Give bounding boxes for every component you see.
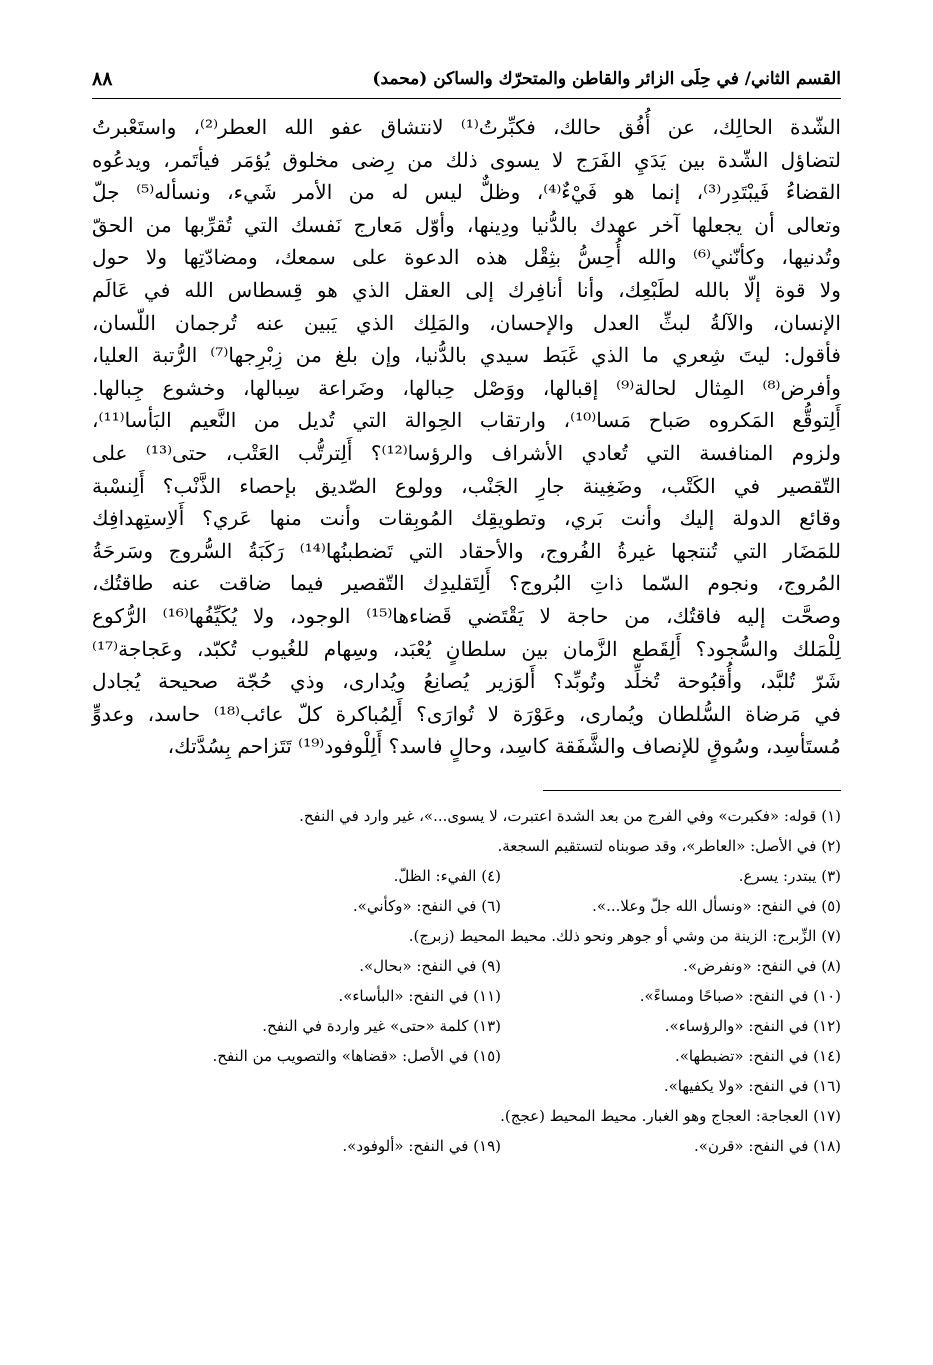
footnote-row [92,831,841,861]
body-line: لتضاؤل الشّدة بين يَدَيِ الفَرَج لا يسوى ذلك من رِضى مخلوق يُؤمَر فيأتَمر، ويدعُوه [92,147,841,172]
body-line: أَلِتوقُّع المَكروه صَباح مَسا⁽¹⁰⁾، وارتقاب الحِوالة التي تُديل من النَّعيم البَأسا⁽¹¹⁾، [92,408,841,433]
footnote: (١٠) في النفح: «صباحًا ومساءً». [639,986,841,1005]
body-line: لِلْمَلك والسُّجود؟ أَلِقَطع الزَّمان بين سلطانٍ يُعْبَد، وسِهام للغُيوب تُكبّد، وعَجاجة⁽¹⁷⁾ [92,636,841,661]
footnote: (٨) في النفح: «ونفرض». [683,956,841,975]
footnote-separator [543,790,841,791]
body-line: وقائع الدولة إليك وأنت بَري، وتطويقِك المُوبِقات وأنت منها عَري؟ أَلاِستِهدافِك [92,506,841,531]
footnote-row [92,1011,841,1041]
body-line: التّقصير في الكَتْب، وضَغِينة جارِ الجَنْب، وولوع الصّديق بإحصاء الذَّنْب؟ أَلِنسْبة [92,473,841,498]
body-line: ولا قوة إلّا بالله لطَبْعِك، وأنا أنافِرك إلى العقل الذي هو قِسطاس الله في عَالَم [92,277,841,302]
footnote: (٣) يبتدر: يسرع. [738,866,841,885]
footnotes [92,801,841,1161]
body-line: شَرّ تُلبَّد، وأُقبُوحة تُخلِّد وتُوبِّد؟ أَلوَزير يُصانِعُ ويُدارى، وذي حُجّة صحيحة يُجادل [92,669,841,694]
body-line: وتعالى أن يجعلها آخر عهدك بالدُّنيا ودِينها، وأوّل مَعارج نَفسك التي تُقرِّبها من الحقّ [92,212,841,237]
body-line: الشّدة الحالِك، عن أُفُق حالك، فكبِّرتُ⁽¹⁾ لانتشاق عفو الله العطر⁽²⁾، واستَعْبرتُ [92,115,841,139]
footnote: (١٨) في النفح: «قرن». [694,1136,841,1155]
footnote: (١١) في النفح: «البأساء». [338,986,501,1005]
footnote: (١٧) العجاجة: العجاج وهو الغبار. محيط المحيط (عجج). [500,1106,841,1125]
footnote: (٦) في النفح: «وكأني». [352,896,501,915]
body-line: وتُدنيها، وكأنّني⁽⁶⁾ والله أُحِسُّ بثِقْل هذه الدعوة على سمعك، ومضادّتِها ولا حول [92,245,841,270]
footnote-row [92,1041,841,1071]
footnote-row [92,1071,841,1101]
footnote-row [92,801,841,831]
body-line: فأقول: ليتَ شِعري ما الذي غَبَط سيدي بالدُّنيا، وإن بلغ من زِبْرِجها⁽⁷⁾ الرُّتبة العليا، [92,343,841,368]
body-line: ولزوم المنافسة التي تُعادي الأشراف والرؤسا⁽¹²⁾؟ أَلِترتُّب العَتْب، حتى⁽¹³⁾ على [92,440,842,465]
footnote: (٤) الفيء: الظلّ. [393,866,501,885]
footnote: (١٦) في النفح: «ولا يكفيها». [663,1076,841,1095]
footnote: (١٥) في الأصل: «قضاها» والتصويب من النفح. [212,1046,501,1065]
footnote: (١٤) في النفح: «تضبطها». [674,1046,841,1065]
footnote: (١٢) في النفح: «والرؤساء». [664,1016,841,1035]
footnote-row [92,981,841,1011]
page-number: ٨٨ [92,68,113,90]
body-line: في مَرضاة السُّلطان ويُمارى، وعَوْرَة لا تُوارَى؟ أَلِمُباكرة كلّ عائب⁽¹⁸⁾ حاسد، وعدوٍّ [92,701,841,726]
main-text [92,111,841,763]
footnote-row [92,921,841,951]
footnote-row [92,1101,841,1131]
body-line: للمَضَار التي تُنتجها غيرةُ الفُروج، والأحقاد التي تَضطبنُها⁽¹⁴⁾ رَكَبَةُ السُّروج وسَرحَةُ [92,538,841,563]
running-title: القسم الثاني/ في حِلَى الزائر والقاطن والمتحرّك والساكن (محمد) [372,69,841,89]
footnote-row [92,891,841,921]
footnote: (٥) في النفح: «ونسأل الله جلّ وعلا...». [592,896,841,915]
footnote: (٩) في النفح: «بحال». [359,956,501,975]
footnote-row [92,951,841,981]
footnote: (١٩) في النفح: «ألوفود». [342,1136,501,1155]
footnote-row [92,1131,841,1161]
footnote: (١٣) كلمة «حتى» غير واردة في النفح. [262,1016,501,1035]
running-header [92,60,841,99]
body-line: المُروج، ونجوم السّما ذاتِ البُروج؟ أَلِتَقليدِك التّقصير فيما ضاقت عنه طاقتُك، [92,571,841,596]
body-line: الإنسان، والآلةُ لبثِّ العدل والإحسان، والمَلِك الذي يَبين عنه تُرجمان اللّسان، [92,310,841,335]
body-line: مُستَأسِد، وسُوقٍ للإنصاف والشَّفَقة كاسِد، وحالٍ فاسد؟ أَلِلْوفود⁽¹⁹⁾ تَتَزاحم بِسُدَّتك، [167,734,841,759]
body-line: القضاءُ فَيبْتَدِر⁽³⁾، إنما هو فَيْءٌ⁽⁴⁾، وظلٌّ ليس له من الأمر شَيء، ونسأله⁽⁵⁾ جلّ [92,180,841,205]
body-line: وصحَّت إليه فاقتُك، من حاجة لا يَقْتَضي قَضاءها⁽¹⁵⁾ الوجود، ولا يُكَيِّفُها⁽¹⁶⁾ الرُّكوع [92,603,841,628]
body-line: وأفرض⁽⁸⁾ المِثال لحالة⁽⁹⁾ إقبالها، ووَصْل حِبالها، وضَراعة سِبالها، وخشوع جِبالها. [92,375,841,400]
footnote: (٢) في الأصل: «العاطر»، وقد صوبناه لتستقيم السجعة. [497,836,841,855]
footnote-row [92,861,841,891]
footnote: (١) قوله: «فكبرت» وفي الفرج من بعد الشدة اعتبرت، لا يسوى...»، غير وارد في النفح. [299,806,841,825]
footnote: (٧) الزِّبرج: الزينة من وشي أو جوهر ونحو ذلك. محيط المحيط (زبرج). [408,926,841,945]
